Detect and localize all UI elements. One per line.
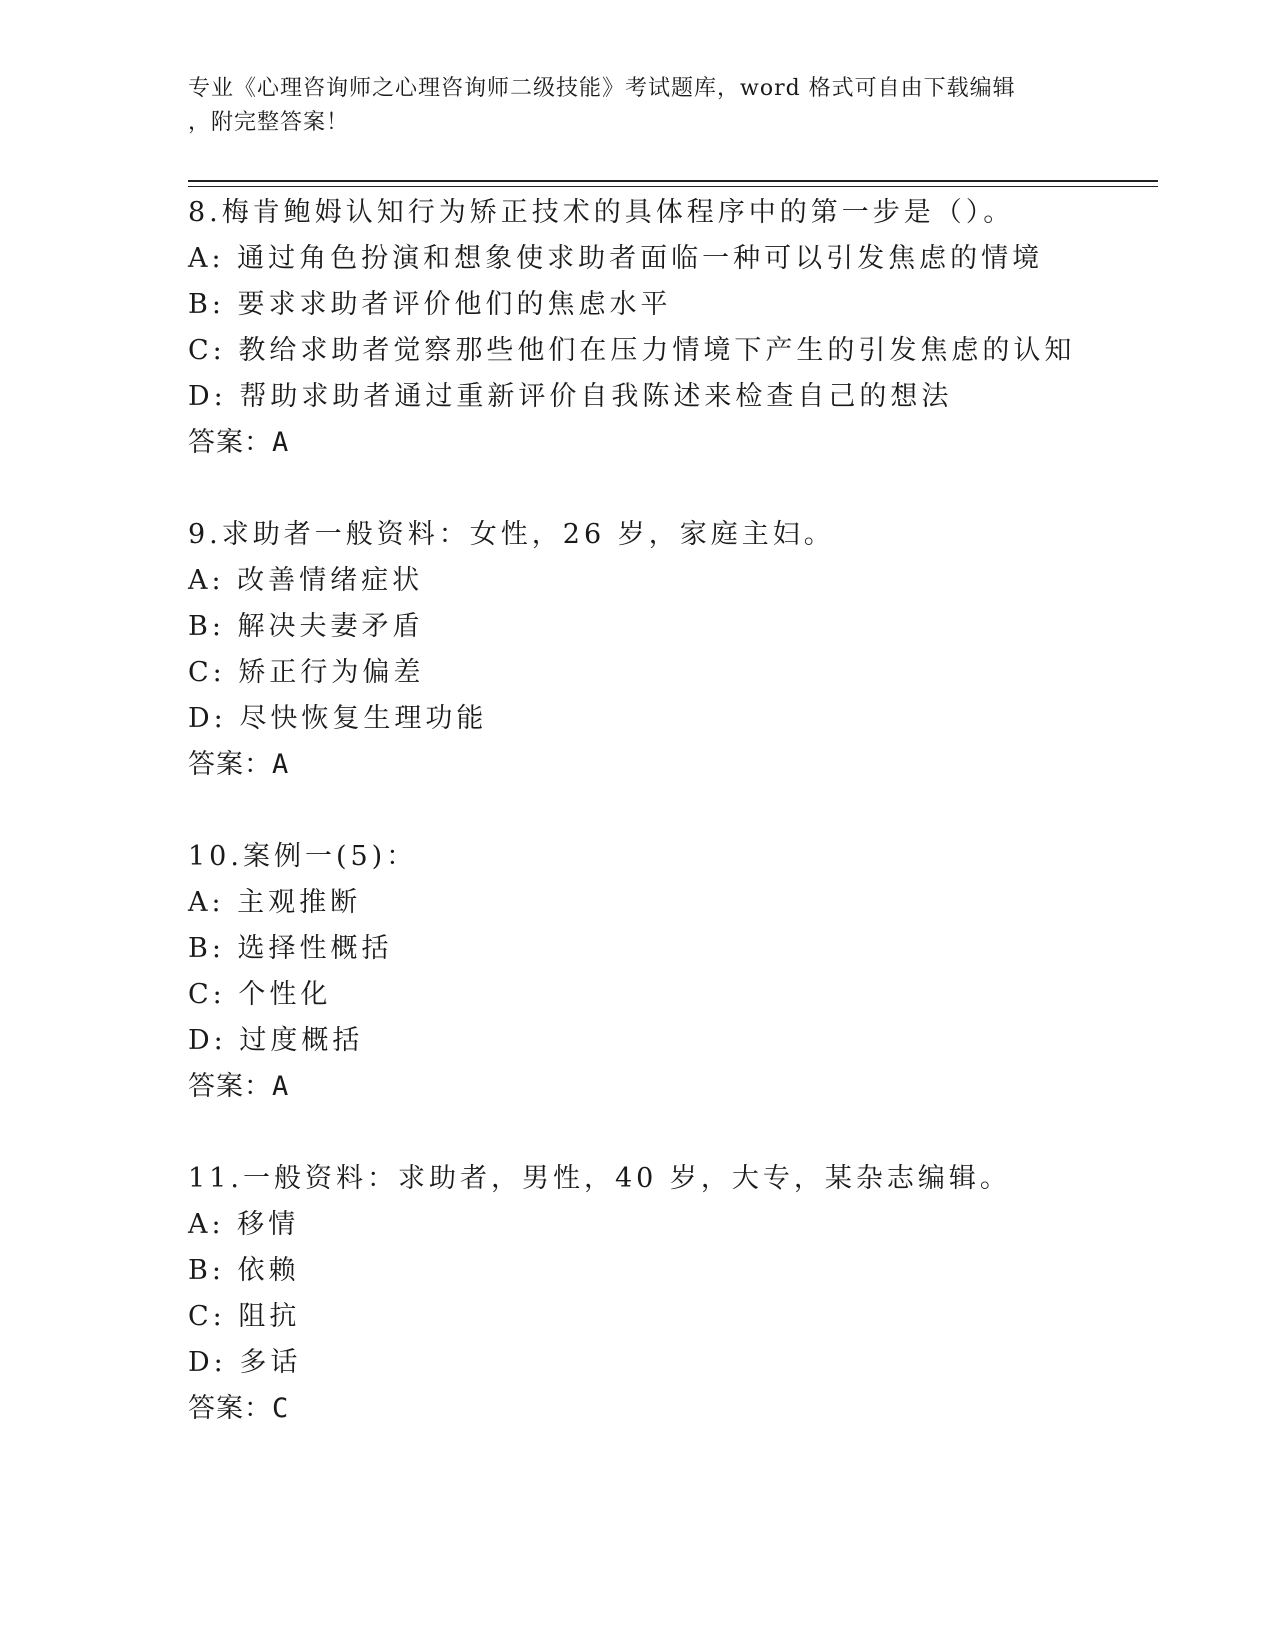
header-divider-thin xyxy=(188,186,1158,187)
answer-label: 答案： xyxy=(188,1071,272,1102)
option-d: D: 多话 xyxy=(188,1347,302,1378)
option-a: A: 改善情绪症状 xyxy=(188,565,424,596)
answer-line xyxy=(188,1386,1158,1432)
answer-label: 答案： xyxy=(188,749,272,780)
header-line-2: ，附完整答案！ xyxy=(188,110,350,135)
question-10 xyxy=(188,834,1158,1110)
option-b: B: 解决夫妻矛盾 xyxy=(188,611,424,642)
document-header xyxy=(188,72,1088,140)
question-8 xyxy=(188,190,1158,466)
option-c: C: 阻抗 xyxy=(188,1301,301,1332)
answer-line xyxy=(188,420,1158,466)
option-b: B: 选择性概括 xyxy=(188,933,393,964)
answer-value: A xyxy=(272,1071,290,1102)
question-stem: 9.求助者一般资料：女性，26 岁，家庭主妇。 xyxy=(188,519,835,550)
option-d: D: 帮助求助者通过重新评价自我陈述来检查自己的想法 xyxy=(188,381,953,412)
header-divider-thick xyxy=(188,180,1158,182)
answer-label: 答案： xyxy=(188,427,272,458)
option-b: B: 依赖 xyxy=(188,1255,300,1286)
option-a: A: 通过角色扮演和想象使求助者面临一种可以引发焦虑的情境 xyxy=(188,243,1044,274)
answer-value: C xyxy=(272,1393,290,1424)
question-stem: 10.案例一(5)： xyxy=(188,841,418,872)
question-stem: 8.梅肯鲍姆认知行为矫正技术的具体程序中的第一步是（）。 xyxy=(188,197,1015,228)
option-a: A: 移情 xyxy=(188,1209,300,1240)
option-c: C: 矫正行为偏差 xyxy=(188,657,425,688)
answer-value: A xyxy=(272,749,290,780)
question-stem: 11.一般资料：求助者，男性，40 岁，大专，某杂志编辑。 xyxy=(188,1163,1011,1194)
answer-line xyxy=(188,1064,1158,1110)
option-d: D: 过度概括 xyxy=(188,1025,364,1056)
question-9 xyxy=(188,512,1158,788)
option-a: A: 主观推断 xyxy=(188,887,362,918)
answer-label: 答案： xyxy=(188,1393,272,1424)
question-11 xyxy=(188,1156,1158,1432)
option-b: B: 要求求助者评价他们的焦虑水平 xyxy=(188,289,672,320)
option-c: C: 个性化 xyxy=(188,979,332,1010)
answer-line xyxy=(188,742,1158,788)
question-list xyxy=(188,190,1158,1478)
header-line-1: 专业《心理咨询师之心理咨询师二级技能》考试题库，word 格式可自由下载编辑 xyxy=(188,76,1016,101)
option-c: C: 教给求助者觉察那些他们在压力情境下产生的引发焦虑的认知 xyxy=(188,335,1076,366)
answer-value: A xyxy=(272,427,290,458)
option-d: D: 尽快恢复生理功能 xyxy=(188,703,488,734)
